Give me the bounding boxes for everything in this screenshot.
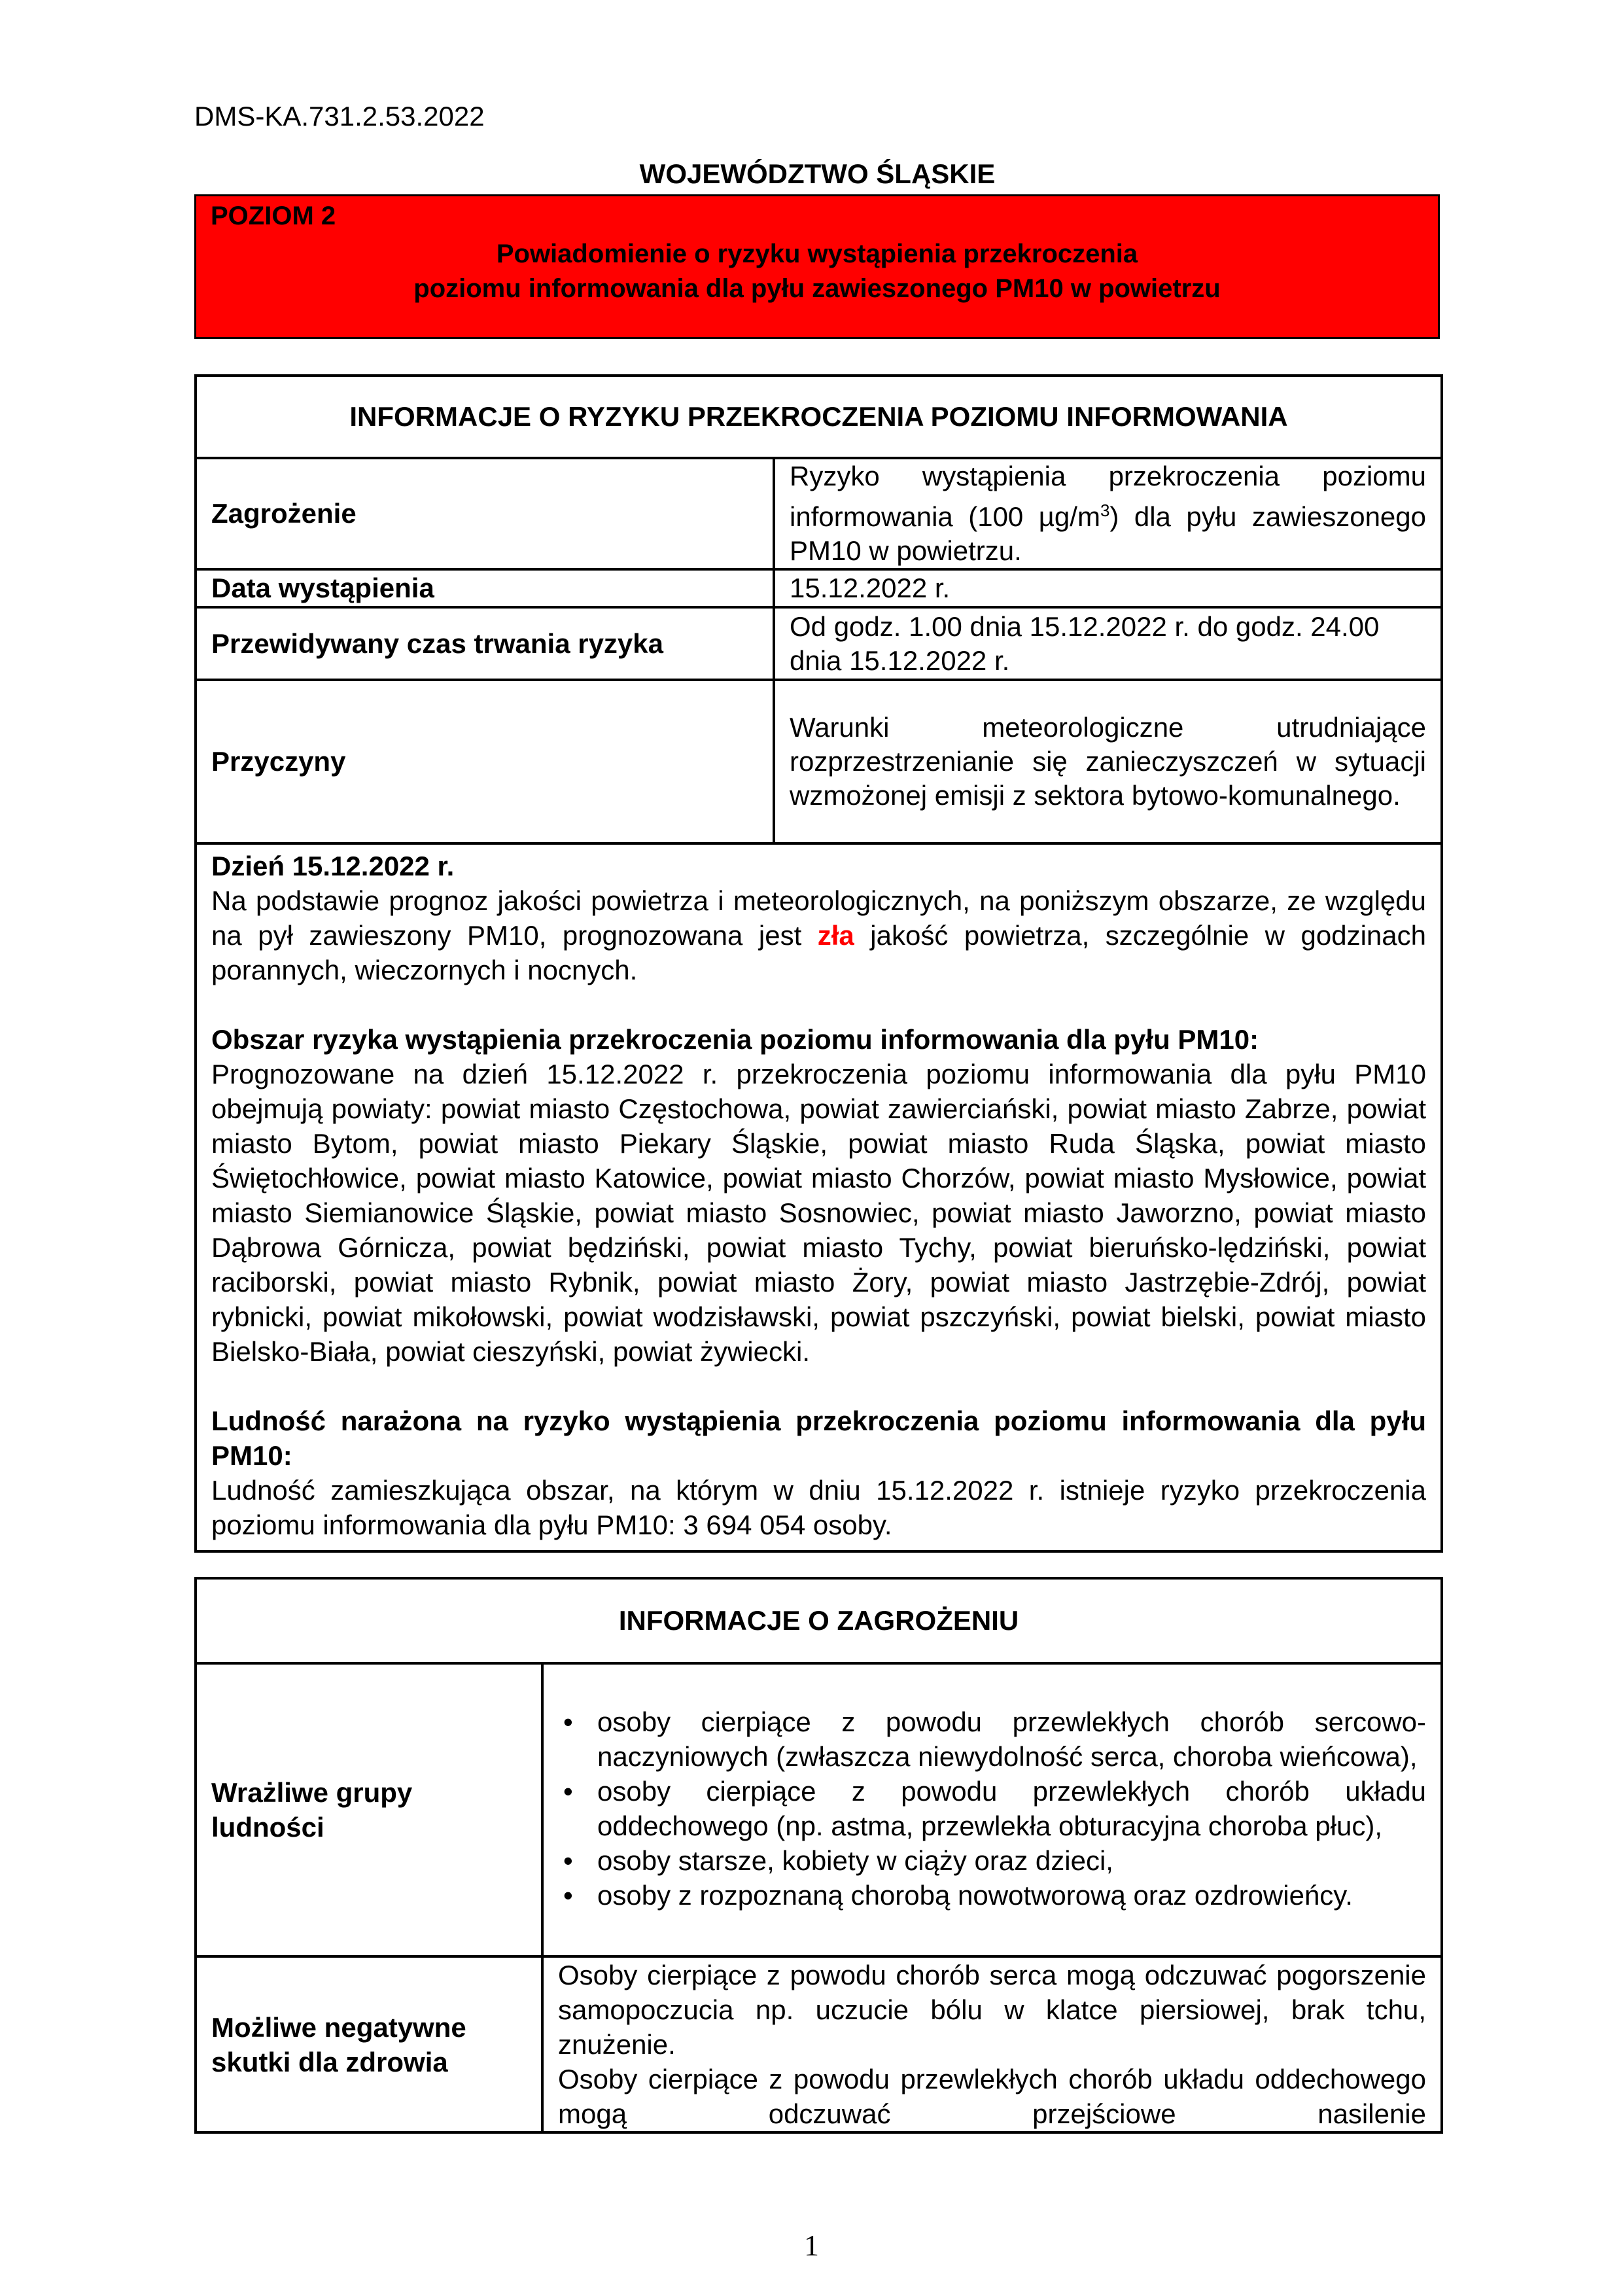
day-heading: Dzień 15.12.2022 r.	[211, 851, 455, 881]
date-value: 15.12.2022 r.	[774, 569, 1442, 607]
notice-title-line-1: Powiadomienie o ryzyku wystąpienia przekroczenia	[496, 239, 1138, 268]
air-quality-highlight: zła	[817, 920, 854, 951]
alert-level-banner	[194, 194, 1440, 339]
sensitive-groups-list	[558, 1704, 1426, 1913]
threat-information-table	[194, 1577, 1443, 2134]
threat-value: Ryzyko wystąpienia przekroczenia poziomu informowania (100 $\mu g/m^3$) dla pyłu zawieszonego PM10 w powietrzu.	[774, 458, 1442, 569]
duration-value: Od godz. 1.00 dnia 15.12.2022 r. do godz. 24.00 dnia 15.12.2022 r.	[774, 607, 1442, 680]
sensitive-group-item: • osoby z rozpoznaną chorobą nowotworową oraz ozdrowieńcy.	[558, 1878, 1426, 1913]
sensitive-groups-value	[542, 1663, 1442, 1956]
sensitive-group-item: • osoby cierpiące z powodu przewlekłych chorób sercowo-naczyniowych (zwłaszcza niewydolność serca, choroba wieńcowa),	[558, 1704, 1426, 1774]
day-description: Na podstawie prognoz jakości powietrza i meteorologicznych, na poniższym obszarze, ze względu na pył zawieszony PM10, prognozowana jest zła jakość powietrza, szczególnie w godzinach porannych, wieczornych i nocnych.	[211, 885, 1426, 985]
region-title: WOJEWÓDZTWO ŚLĄSKIE	[639, 158, 996, 189]
sensitive-group-item: • osoby cierpiące z powodu przewlekłych chorób układu oddechowego (np. astma, przewlekła obturacyjna choroba płuc),	[558, 1774, 1426, 1843]
sensitive-groups-label: Wrażliwe grupy ludności	[196, 1663, 542, 1956]
sensitive-group-item: • osoby starsze, kobiety w ciąży oraz dzieci,	[558, 1843, 1426, 1878]
alert-level-label: POZIOM 2	[211, 202, 336, 230]
document-number: DMS-KA.731.2.53.2022	[194, 101, 485, 132]
risk-information-table	[194, 374, 1443, 1553]
threat-label: Zagrożenie	[196, 458, 774, 569]
date-label: Data wystąpienia	[196, 569, 774, 607]
health-effects-value	[542, 1956, 1442, 2132]
health-effects-label: Możliwe negatywne skutki dla zdrowia	[196, 1956, 542, 2132]
health-effects-paragraph-1: Osoby cierpiące z powodu chorób serca mogą odczuwać pogorszenie samopoczucia np. uczucie bólu w klatce piersiowej, brak tchu, znużenie.	[558, 1960, 1426, 2060]
risk-table-title: INFORMACJE O RYZYKU PRZEKROCZENIA POZIOMU INFORMOWANIA	[196, 376, 1442, 458]
notice-title	[196, 237, 1438, 306]
causes-label: Przyczyny	[196, 680, 774, 843]
duration-label: Przewidywany czas trwania ryzyka	[196, 607, 774, 680]
health-effects-paragraph-2: Osoby cierpiące z powodu przewlekłych chorób układu oddechowego mogą odczuwać przejściowe nasilenie	[558, 2064, 1426, 2129]
area-heading: Obszar ryzyka wystąpienia przekroczenia poziomu informowania dla pyłu PM10:	[211, 1024, 1259, 1055]
population-heading: Ludność narażona na ryzyko wystąpienia przekroczenia poziomu informowania dla pyłu PM10:	[211, 1405, 1426, 1471]
causes-value: Warunki meteorologiczne utrudniające rozprzestrzenianie się zanieczyszczeń w sytuacji wzmożonej emisji z sektora bytowo-komunalnego.	[774, 680, 1442, 843]
threat-table-title: INFORMACJE O ZAGROŻENIU	[196, 1578, 1442, 1663]
population-description: Ludność zamieszkująca obszar, na którym w dniu 15.12.2022 r. istnieje ryzyko przekroczenia poziomu informowania dla pyłu PM10: 3 694 054 osoby.	[211, 1475, 1426, 1540]
notice-title-line-2: poziomu informowania dla pyłu zawieszonego PM10 w powietrzu	[413, 274, 1221, 303]
area-description: Prognozowane na dzień 15.12.2022 r. przekroczenia poziomu informowania dla pyłu PM10 obejmują powiaty: powiat miasto Częstochowa, powiat zawierciański, powiat miasto Zabrze, powiat miasto Bytom, powiat miasto Piekary Śląskie, powiat miasto Ruda Śląska, powiat miasto Świętochłowice, powiat miasto Katowice, powiat miasto Chorzów, powiat miasto Mysłowice, powiat miasto Siemianowice Śląskie, powiat miasto Sosnowiec, powiat miasto Jaworzno, powiat miasto Dąbrowa Górnicza, powiat będziński, powiat miasto Tychy, powiat bieruńsko-lędziński, powiat raciborski, powiat miasto Rybnik, powiat miasto Żory, powiat miasto Jastrzębie-Zdrój, powiat rybnicki, powiat mikołowski, powiat wodzisławski, powiat pszczyński, powiat bielski, powiat miasto Bielsko-Biała, powiat cieszyński, powiat żywiecki.	[211, 1059, 1426, 1367]
page-number: 1	[804, 2229, 819, 2262]
risk-details-cell	[196, 843, 1442, 1551]
